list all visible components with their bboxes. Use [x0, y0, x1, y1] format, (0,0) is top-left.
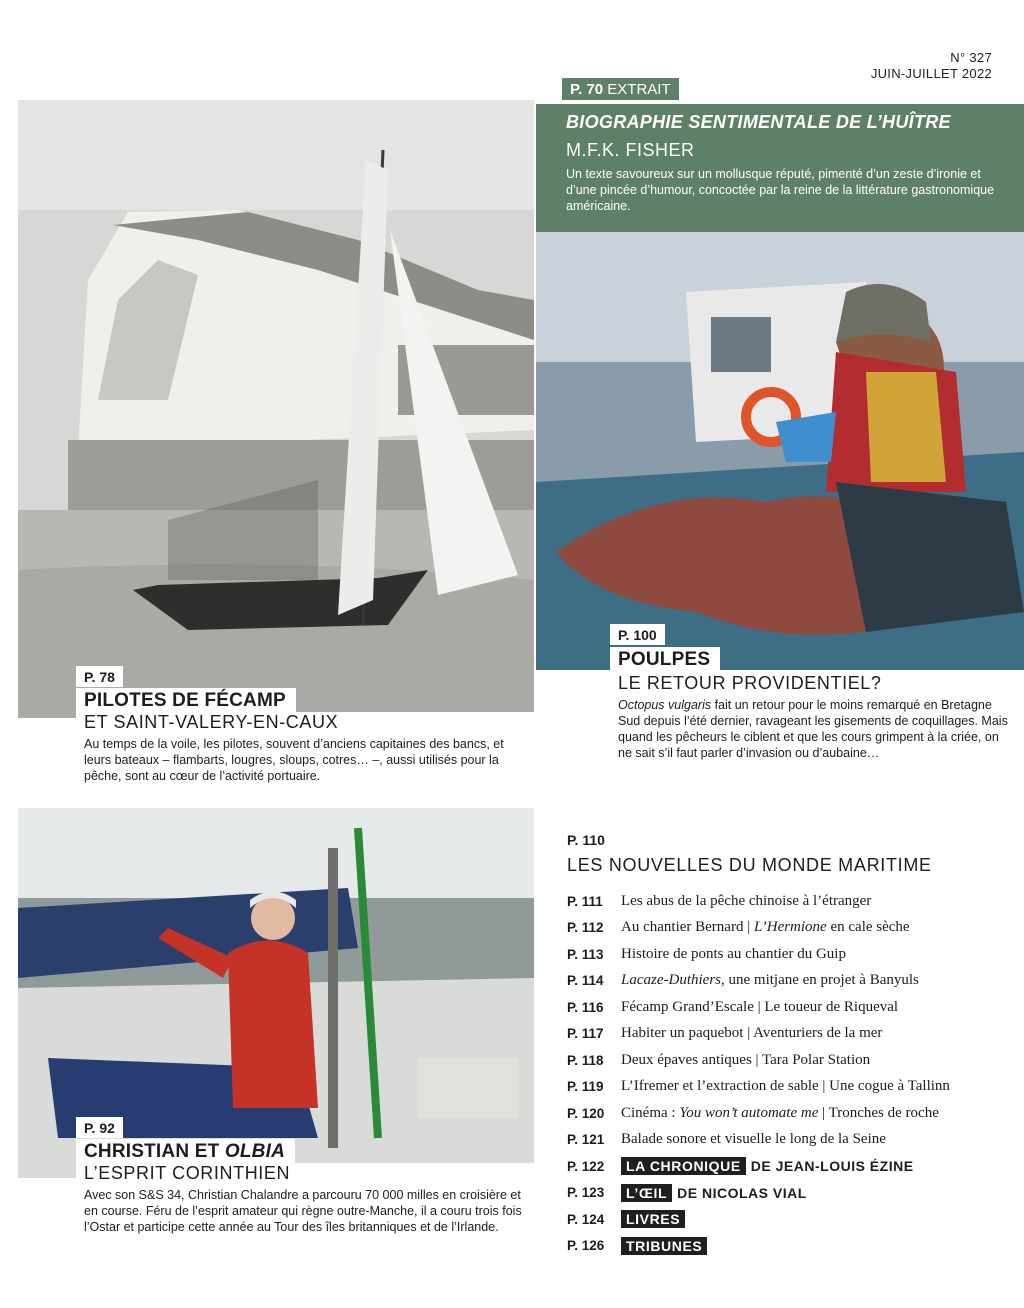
toc-item[interactable]	[567, 941, 1007, 968]
toc-item-page: P. 126	[567, 1238, 605, 1254]
toc-item-page: P. 116	[567, 999, 604, 1015]
oyster-page: P. 70	[570, 81, 604, 98]
toc-item[interactable]	[567, 915, 1007, 942]
octopus-subtitle: LE RETOUR PROVIDENTIEL?	[618, 673, 882, 693]
oyster-title: BIOGRAPHIE SENTIMENTALE DE L’HUÎTRE	[566, 112, 951, 132]
toc-list	[567, 888, 1007, 1259]
toc-tag-item[interactable]	[567, 1153, 1007, 1180]
toc-item-text	[621, 919, 910, 936]
toc-tag-item[interactable]	[567, 1206, 1007, 1233]
toc-tag-suffix: DE JEAN-LOUIS ÉZINE	[750, 1158, 914, 1175]
pilots-title: PILOTES DE FÉCAMP	[84, 690, 286, 711]
christian-title-line	[84, 1141, 285, 1163]
octopus-title-box	[610, 647, 720, 671]
toc-tag-suffix: DE NICOLAS VIAL	[677, 1184, 807, 1201]
toc-tag-label: LA CHRONIQUE	[621, 1157, 746, 1175]
toc-item-text-italic: You won’t automate me	[679, 1104, 819, 1121]
oyster-page-tab	[562, 78, 679, 100]
toc-item-page: P. 114	[567, 973, 604, 989]
toc-item-text: Habiter un paquebot | Aventuriers de la mer	[621, 1025, 883, 1042]
toc-item-text	[621, 1105, 939, 1122]
octopus-text: fait un retour pour le moins remarqué en Bretagne Sud depuis l’été dernier, ravageant les gisements de coquillages. Mais quand les pêcheurs le ciblent et que les cours grimpent à la criée, on ne sait s’il faut parler d’invasion ou d’aubaine…	[618, 698, 1008, 760]
toc-item-text-a: , une mitjane en projet à Banyuls	[721, 972, 919, 989]
toc-tag-item[interactable]	[567, 1233, 1007, 1260]
pilots-subtitle: ET SAINT-VALERY-EN-CAUX	[84, 712, 339, 732]
toc-item-text-a: Cinéma :	[621, 1104, 680, 1121]
toc-item[interactable]	[567, 994, 1007, 1021]
toc-item-page: P. 121	[567, 1132, 605, 1148]
octopus-title: POULPES	[618, 649, 711, 670]
oyster-tag: EXTRAIT	[607, 81, 671, 98]
christian-subtitle: L’ESPRIT CORINTHIEN	[84, 1163, 291, 1183]
christian-text: Avec son S&S 34, Christian Chalandre a parcouru 70 000 milles en croisière et en course. Féru de l’esprit amateur qui règne outre-Manche, il a couru trois fois l’Ostar et participe cette année au Tour des îles britanniques et de l’Irlande.	[84, 1188, 522, 1234]
toc-item[interactable]	[567, 968, 1007, 995]
octopus-text-italic: Octopus vulgaris	[618, 698, 712, 712]
oyster-text: Un texte savoureux sur un mollusque réputé, pimenté d’un zeste d’ironie et d’une pincée d’humour, concoctée par la reine de la littérature gastronomique américaine.	[566, 167, 995, 213]
toc-page: P. 110	[567, 832, 605, 848]
toc-item[interactable]	[567, 1074, 1007, 1101]
toc-item-text: Les abus de la pêche chinoise à l’étranger	[621, 892, 872, 909]
toc-item[interactable]	[567, 1100, 1007, 1127]
toc-item-page: P. 112	[567, 920, 604, 936]
octopus-fisherman-photo	[536, 232, 1024, 670]
christian-title-box	[76, 1139, 295, 1163]
toc-item-text	[621, 972, 919, 989]
toc-item-page: P. 118	[567, 1052, 604, 1068]
toc-item-page: P. 123	[567, 1185, 605, 1201]
octopus-page-tab	[610, 624, 665, 645]
toc-item-text-b: | Tronches de roche	[818, 1104, 939, 1121]
toc-item-text: Fécamp Grand’Escale | Le toueur de Riqueval	[621, 998, 899, 1015]
issue-info	[871, 50, 992, 82]
oyster-author: M.F.K. FISHER	[566, 140, 695, 160]
toc-tag-label: LIVRES	[621, 1210, 685, 1228]
toc-item[interactable]	[567, 888, 1007, 915]
toc-item-text: Histoire de ponts au chantier du Guip	[621, 945, 846, 962]
christian-title: CHRISTIAN ET	[84, 1141, 220, 1162]
christian-title-italic: OLBIA	[224, 1141, 285, 1162]
toc-item-text: Deux épaves antiques | Tara Polar Station	[621, 1051, 871, 1068]
octopus-body-box	[610, 673, 1024, 789]
toc-item-text: L’Ifremer et l’extraction de sable | Une cogue à Tallinn	[621, 1078, 950, 1095]
toc-tag-item[interactable]	[567, 1180, 1007, 1207]
pilots-page: P. 78	[84, 669, 115, 685]
toc-item-text-a: Au chantier Bernard |	[621, 919, 754, 936]
toc-tag-label: L’ŒIL	[621, 1184, 672, 1202]
toc-item[interactable]	[567, 1127, 1007, 1154]
toc-item-page: P. 119	[567, 1079, 604, 1095]
christian-body-box	[76, 1163, 534, 1263]
toc-title: LES NOUVELLES DU MONDE MARITIME	[567, 855, 932, 875]
toc-item-page: P. 120	[567, 1105, 605, 1121]
oyster-feature-box	[536, 104, 1024, 232]
toc-item-text-b: en cale sèche	[826, 919, 910, 936]
toc-item-page: P. 111	[567, 893, 603, 909]
toc-item[interactable]	[567, 1047, 1007, 1074]
toc-item-page: P. 122	[567, 1158, 605, 1174]
toc-item-page: P. 124	[567, 1211, 605, 1227]
toc-item-page: P. 113	[567, 946, 604, 962]
issue-date: JUIN-JUILLET 2022	[870, 66, 992, 81]
pilots-title-box	[76, 688, 296, 712]
octopus-text-block	[618, 697, 1016, 761]
pilots-page-tab	[76, 666, 123, 687]
christian-page-tab	[76, 1117, 123, 1138]
christian-page: P. 92	[84, 1120, 115, 1136]
pilots-body-box	[76, 712, 534, 804]
sailboat-cliff-photo	[18, 100, 534, 718]
toc-item-text-italic: L’Hermione	[753, 919, 827, 936]
toc-item-text: Balade sonore et visuelle le long de la Seine	[621, 1131, 886, 1148]
issue-number: N° 327	[950, 50, 992, 65]
toc-item-page: P. 117	[567, 1026, 604, 1042]
octopus-page: P. 100	[618, 627, 657, 643]
toc-tag-label: TRIBUNES	[621, 1237, 707, 1255]
pilots-text: Au temps de la voile, les pilotes, souvent d’anciens capitaines des bancs, et leurs bateaux – flambarts, lougres, sloups, cotres… –, aussi utilisés pour la pêche, sont au cœur de l’activité portuaire.	[84, 737, 504, 783]
toc-item[interactable]	[567, 1021, 1007, 1048]
toc-item-text-italic: Lacaze-Duthiers	[621, 972, 721, 989]
